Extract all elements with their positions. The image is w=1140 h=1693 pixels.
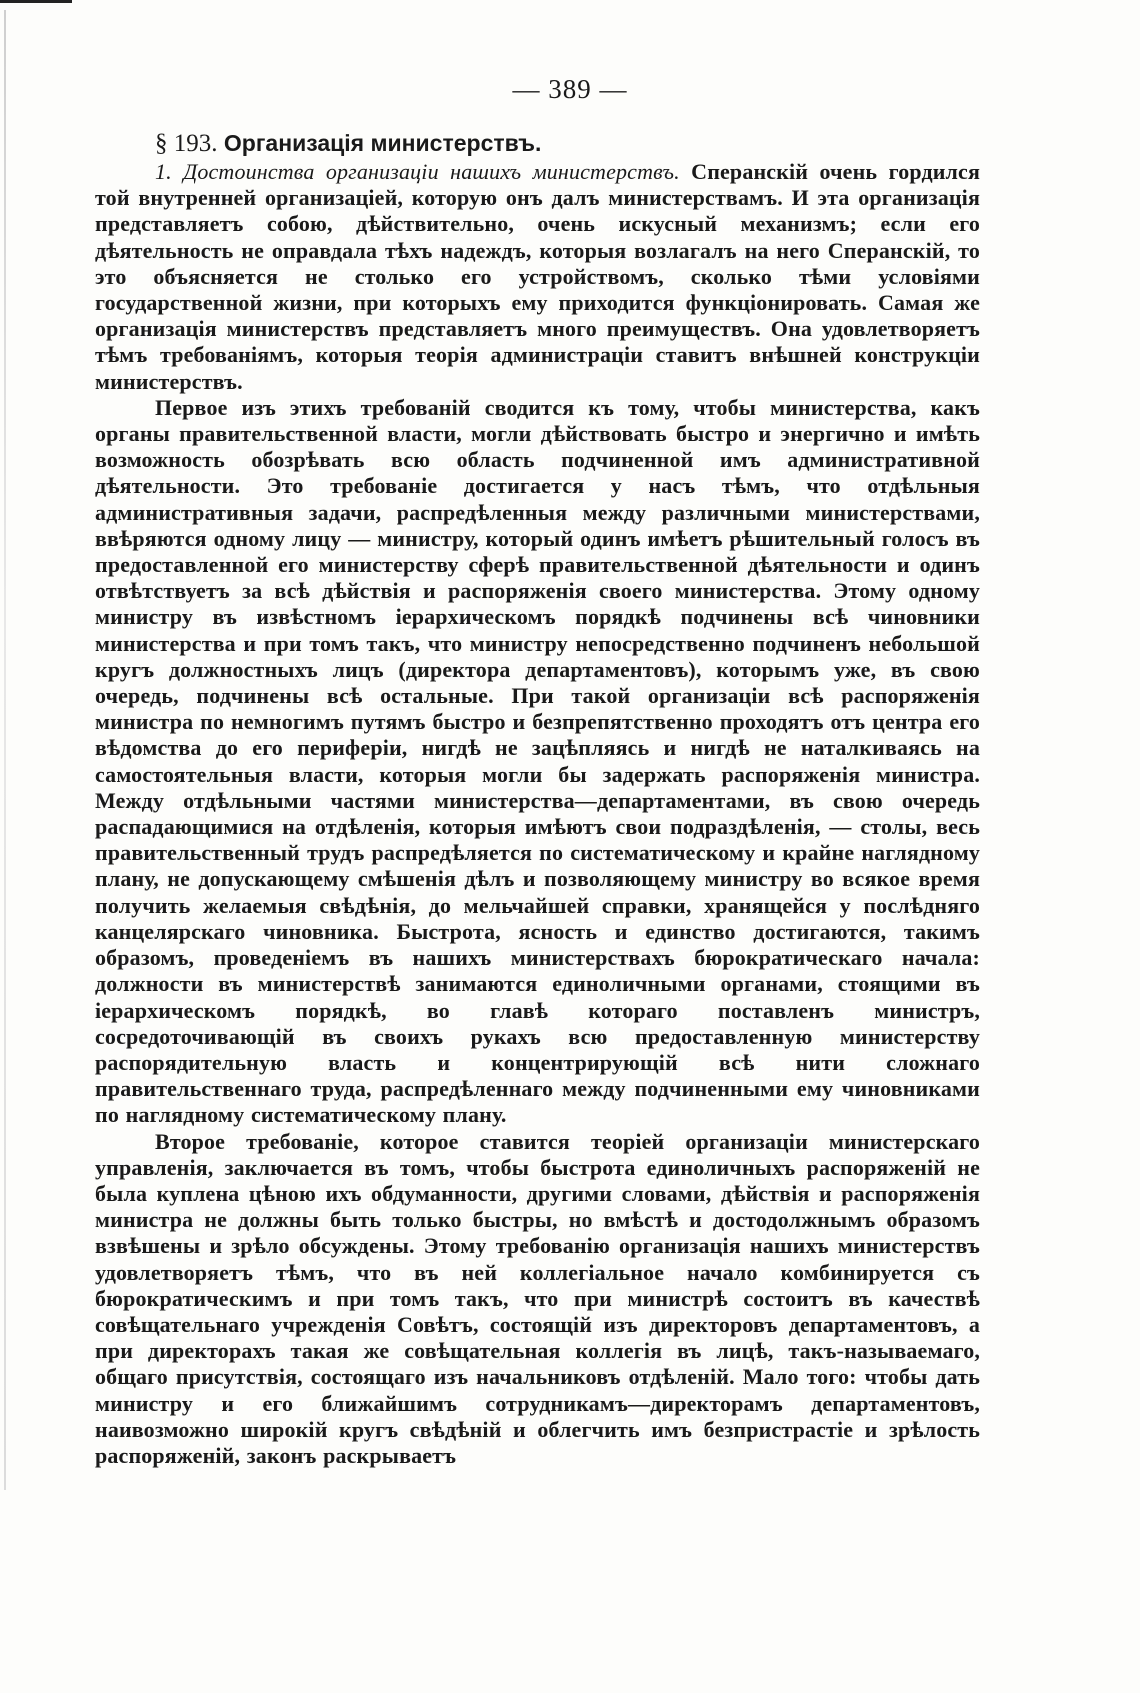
subsection-title: 1. Достоинства организаціи нашихъ министерствъ. bbox=[155, 159, 680, 184]
paragraph-2-text: Первое изъ этихъ требованій сводится къ тому, чтобы министерства, какъ органы правительственной власти, могли дѣйствовать быстро и энергично и имѣть возможность обозрѣвать всю область подчиненной имъ административной дѣятельности. Это требованіе достигается у насъ тѣмъ, что отдѣльныя административныя задачи, распредѣленныя между различными министерствами, ввѣряются одному лицу — министру, который одинъ имѣетъ рѣшительный голосъ въ предоставленной его министерству сферѣ правительственной дѣятельности и одинъ отвѣтствуетъ за всѣ дѣйствія и распоряженія своего министерства. Этому одному министру въ извѣстномъ іерархическомъ порядкѣ подчинены всѣ чиновники министерства и при томъ такъ, что министру непосредственно подчиненъ небольшой кругъ должностныхъ лицъ (директора департаментовъ), которымъ уже, въ свою очередь, подчинены всѣ остальные. При такой организаціи всѣ распоряженія министра по немногимъ путямъ быстро и безпрепятственно проходятъ отъ центра его вѣдомства до его периферіи, нигдѣ не зацѣпляясь и нигдѣ не наталкиваясь на самостоятельныя власти, которыя могли бы задержать распоряженія министра. Между отдѣльными частями министерства—департаментами, въ свою очередь распадающимися на отдѣленія, которыя имѣютъ свои подраздѣленія, — столы, весь правительственный трудъ распредѣляется по систематическому и крайне наглядному плану, не допускающему смѣшенія дѣлъ и позволяющему министру во всякое время получить желаемыя свѣдѣнія, до мельчайшей справки, хранящейся у послѣдняго канцелярскаго чиновника. Быстрота, ясность и единство достигаются, такимъ образомъ, проведеніемъ въ нашихъ министерствахъ бюрократическаго начала: должности въ министерствѣ занимаются единоличными органами, стоящими въ іерархическомъ порядкѣ, во главѣ котораго поставленъ министръ, сосредоточивающій въ своихъ рукахъ всю предоставленную министерству распорядительную власть и концентрирующій всѣ нити сложнаго правительственнаго труда, распредѣленнаго между подчиненными ему чиновниками по наглядному систематическому плану. bbox=[95, 394, 980, 1128]
page-number: — 389 — bbox=[512, 74, 628, 104]
paragraph-2 bbox=[95, 395, 980, 1129]
paragraph-1-text: Сперанскій очень гордился той внутренней организаціей, которую онъ далъ министерствамъ. И эта организація представляетъ собою, дѣйствительно, очень искусный механизмъ; если его дѣятельность не оправдала тѣхъ надеждъ, которыя возлагалъ на него Сперанскій, то это объясняется не столько его устройствомъ, сколько тѣми условіями государственной жизни, при которыхъ ему приходится функціонировать. Самая же организація министерствъ представляетъ много преимуществъ. Она удовлетворяетъ тѣмъ требованіямъ, которыя теорія администраціи ставитъ внѣшней конструкціи министерствъ. bbox=[95, 159, 981, 394]
section-number: § 193. bbox=[155, 130, 218, 157]
section-heading bbox=[155, 130, 980, 157]
scan-edge-mark bbox=[0, 0, 72, 3]
section-title: Организація министерствъ. bbox=[223, 130, 542, 156]
paragraph-3-text: Второе требованіе, которое ставится теоріей организаціи министерскаго управленія, заключается въ томъ, чтобы быстрота единоличныхъ распоряженій не была куплена цѣною ихъ обдуманности, другими словами, дѣйствія и распоряженія министра не должны быть только быстры, но вмѣстѣ и достодолжнымъ образомъ взвѣшены и зрѣло обсуждены. Этому требованію организація нашихъ министерствъ удовлетворяетъ тѣмъ, что въ ней коллегіальное начало комбинируется съ бюрократическимъ и при томъ такъ, что при министрѣ состоитъ въ качествѣ совѣщательнаго учрежденія Совѣтъ, состоящій изъ директоровъ департаментовъ, а при директорахъ такая же совѣщательная коллегія въ лицѣ, такъ-называемаго, общаго присутствія, состоящаго изъ начальниковъ отдѣленій. Мало того: чтобы дать министру и его ближайшимъ сотрудникамъ—директорамъ департаментовъ, наивозможно широкій кругъ свѣдѣній и облегчить имъ безпристрастіе и зрѣлость распоряженій, законъ раскрываетъ bbox=[95, 1128, 980, 1468]
paragraph-3 bbox=[95, 1129, 980, 1470]
paragraph-1 bbox=[95, 159, 980, 395]
scan-binding-shadow bbox=[4, 10, 6, 1490]
body-text bbox=[95, 130, 980, 1469]
